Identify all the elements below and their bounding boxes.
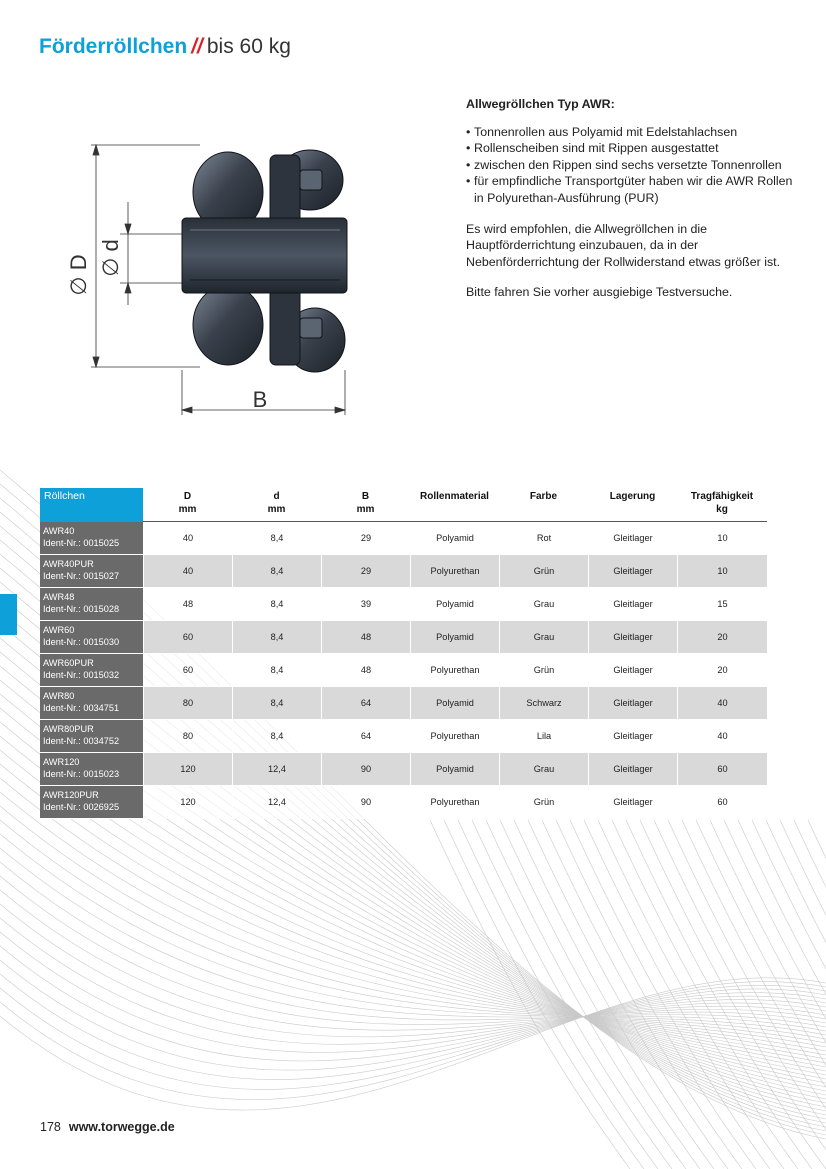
cell-B: 29 (321, 555, 410, 588)
cell-bearing: Gleitlager (588, 687, 677, 720)
cell-capacity: 40 (677, 687, 767, 720)
cell-B: 90 (321, 753, 410, 786)
table-header (40, 488, 767, 522)
product-ident: Ident-Nr.: 0015027 (43, 570, 120, 581)
cell-D: 80 (143, 720, 232, 753)
row-label (40, 720, 143, 753)
header-name: Röllchen (40, 488, 143, 522)
cell-d: 8,4 (232, 555, 321, 588)
cell-capacity: 20 (677, 654, 767, 687)
product-name: AWR40 (43, 526, 75, 536)
description-heading: Allwegröllchen Typ AWR: (466, 97, 615, 111)
product-table (40, 488, 767, 819)
dimension-label-B: B (252, 387, 268, 412)
cell-D: 60 (143, 621, 232, 654)
page-title-sub: bis 60 kg (206, 35, 291, 58)
product-ident: Ident-Nr.: 0015028 (43, 603, 120, 614)
feature-item: • zwischen den Rippen sind sechs versetzte Tonnenrollen (466, 157, 796, 174)
cell-color: Grün (499, 786, 588, 819)
cell-color: Lila (499, 720, 588, 753)
dimension-label-d: ∅ d (98, 239, 123, 277)
cell-capacity: 10 (677, 522, 767, 555)
cell-D: 48 (143, 588, 232, 621)
cell-bearing: Gleitlager (588, 555, 677, 588)
cell-color: Grün (499, 555, 588, 588)
cell-material: Polyamid (410, 588, 499, 621)
row-label (40, 522, 143, 555)
row-label (40, 588, 143, 621)
cell-material: Polyamid (410, 522, 499, 555)
header-d-label: d (273, 491, 280, 502)
cell-material: Polyamid (410, 687, 499, 720)
cell-capacity: 60 (677, 786, 767, 819)
cell-color: Grau (499, 753, 588, 786)
cell-bearing: Gleitlager (588, 753, 677, 786)
row-label (40, 555, 143, 588)
table-row (40, 555, 767, 588)
feature-list (466, 124, 796, 207)
product-name: AWR80 (43, 691, 75, 701)
product-name: AWR60 (43, 625, 75, 635)
product-ident: Ident-Nr.: 0034751 (43, 702, 120, 713)
cell-material: Polyamid (410, 753, 499, 786)
page-number: 178 (40, 1120, 61, 1134)
feature-item: • für empfindliche Transportgüter haben wir die AWR Rollen in Polyurethan-Ausführung (PUR) (466, 173, 796, 206)
cell-color: Grün (499, 654, 588, 687)
cell-D: 40 (143, 522, 232, 555)
cell-B: 48 (321, 621, 410, 654)
feature-item: • Rollenscheiben sind mit Rippen ausgestattet (466, 140, 796, 157)
header-color: Farbe (499, 488, 588, 522)
row-label (40, 786, 143, 819)
dimension-label-D: ∅ D (66, 254, 91, 296)
product-ident: Ident-Nr.: 0015025 (43, 537, 120, 548)
cell-B: 64 (321, 687, 410, 720)
header-B (321, 488, 410, 522)
header-bearing: Lagerung (588, 488, 677, 522)
table-row (40, 588, 767, 621)
cell-material: Polyurethan (410, 654, 499, 687)
product-ident: Ident-Nr.: 0015030 (43, 636, 120, 647)
cell-D: 80 (143, 687, 232, 720)
cell-material: Polyamid (410, 621, 499, 654)
cell-bearing: Gleitlager (588, 654, 677, 687)
cell-B: 39 (321, 588, 410, 621)
row-label (40, 687, 143, 720)
cell-B: 48 (321, 654, 410, 687)
cell-D: 120 (143, 753, 232, 786)
table-row (40, 753, 767, 786)
cell-capacity: 60 (677, 753, 767, 786)
table-row (40, 654, 767, 687)
product-ident: Ident-Nr.: 0015023 (43, 768, 120, 779)
product-name: AWR120 (43, 757, 80, 767)
cell-D: 60 (143, 654, 232, 687)
website-link[interactable]: www.torwegge.de (68, 1120, 175, 1134)
cell-D: 40 (143, 555, 232, 588)
cell-d: 12,4 (232, 753, 321, 786)
cell-bearing: Gleitlager (588, 588, 677, 621)
page-title-main: Förderröllchen (39, 35, 188, 58)
cell-B: 64 (321, 720, 410, 753)
product-name: AWR40PUR (43, 559, 94, 569)
product-ident: Ident-Nr.: 0034752 (43, 735, 120, 746)
product-ident: Ident-Nr.: 0026925 (43, 801, 120, 812)
cell-color: Grau (499, 588, 588, 621)
cell-bearing: Gleitlager (588, 720, 677, 753)
cell-color: Rot (499, 522, 588, 555)
row-label (40, 753, 143, 786)
table-row (40, 687, 767, 720)
row-label (40, 621, 143, 654)
header-capacity-label: Tragfähigkeit (690, 491, 754, 502)
cell-d: 8,4 (232, 720, 321, 753)
cell-color: Schwarz (499, 687, 588, 720)
cell-bearing: Gleitlager (588, 522, 677, 555)
cell-D: 120 (143, 786, 232, 819)
cell-d: 8,4 (232, 621, 321, 654)
header-D (143, 488, 232, 522)
table-row (40, 621, 767, 654)
cell-B: 29 (321, 522, 410, 555)
table-row (40, 720, 767, 753)
feature-item: • Tonnenrollen aus Polyamid mit Edelstahlachsen (466, 124, 796, 141)
cell-d: 8,4 (232, 522, 321, 555)
cell-capacity: 40 (677, 720, 767, 753)
product-description (466, 96, 796, 315)
header-material: Rollenmaterial (410, 488, 499, 522)
row-label (40, 654, 143, 687)
product-name: AWR48 (43, 592, 75, 602)
cell-material: Polyurethan (410, 555, 499, 588)
table-row (40, 786, 767, 819)
recommendation-text: Es wird empfohlen, die Allwegröllchen in die Hauptförderrichtung einzubauen, da in der Nebenförderrichtung der Rollwiderstand etwas größer ist. (466, 221, 781, 269)
cell-bearing: Gleitlager (588, 621, 677, 654)
cell-capacity: 20 (677, 621, 767, 654)
cell-material: Polyurethan (410, 720, 499, 753)
cell-capacity: 10 (677, 555, 767, 588)
header-D-label: D (183, 491, 192, 502)
header-B-label: B (361, 491, 370, 502)
product-name: AWR60PUR (43, 658, 94, 668)
cell-capacity: 15 (677, 588, 767, 621)
roller-technical-drawing (60, 130, 360, 430)
cell-material: Polyurethan (410, 786, 499, 819)
header-capacity (677, 488, 767, 522)
header-d-unit: mm (267, 504, 286, 515)
header-d (232, 488, 321, 522)
product-ident: Ident-Nr.: 0015032 (43, 669, 120, 680)
cell-d: 12,4 (232, 786, 321, 819)
test-advice-text: Bitte fahren Sie vorher ausgiebige Testversuche. (466, 285, 733, 300)
product-name: AWR120PUR (43, 790, 99, 800)
header-capacity-unit: kg (716, 504, 728, 515)
page-footer (40, 1120, 175, 1134)
table-row (40, 522, 767, 555)
header-D-unit: mm (178, 504, 197, 515)
cell-d: 8,4 (232, 687, 321, 720)
section-tab-marker (0, 594, 17, 635)
cell-bearing: Gleitlager (588, 786, 677, 819)
title-separator: // (191, 35, 203, 58)
cell-d: 8,4 (232, 588, 321, 621)
cell-B: 90 (321, 786, 410, 819)
page-title (39, 34, 291, 60)
cell-d: 8,4 (232, 654, 321, 687)
product-name: AWR80PUR (43, 724, 94, 734)
header-B-unit: mm (356, 504, 375, 515)
cell-color: Grau (499, 621, 588, 654)
